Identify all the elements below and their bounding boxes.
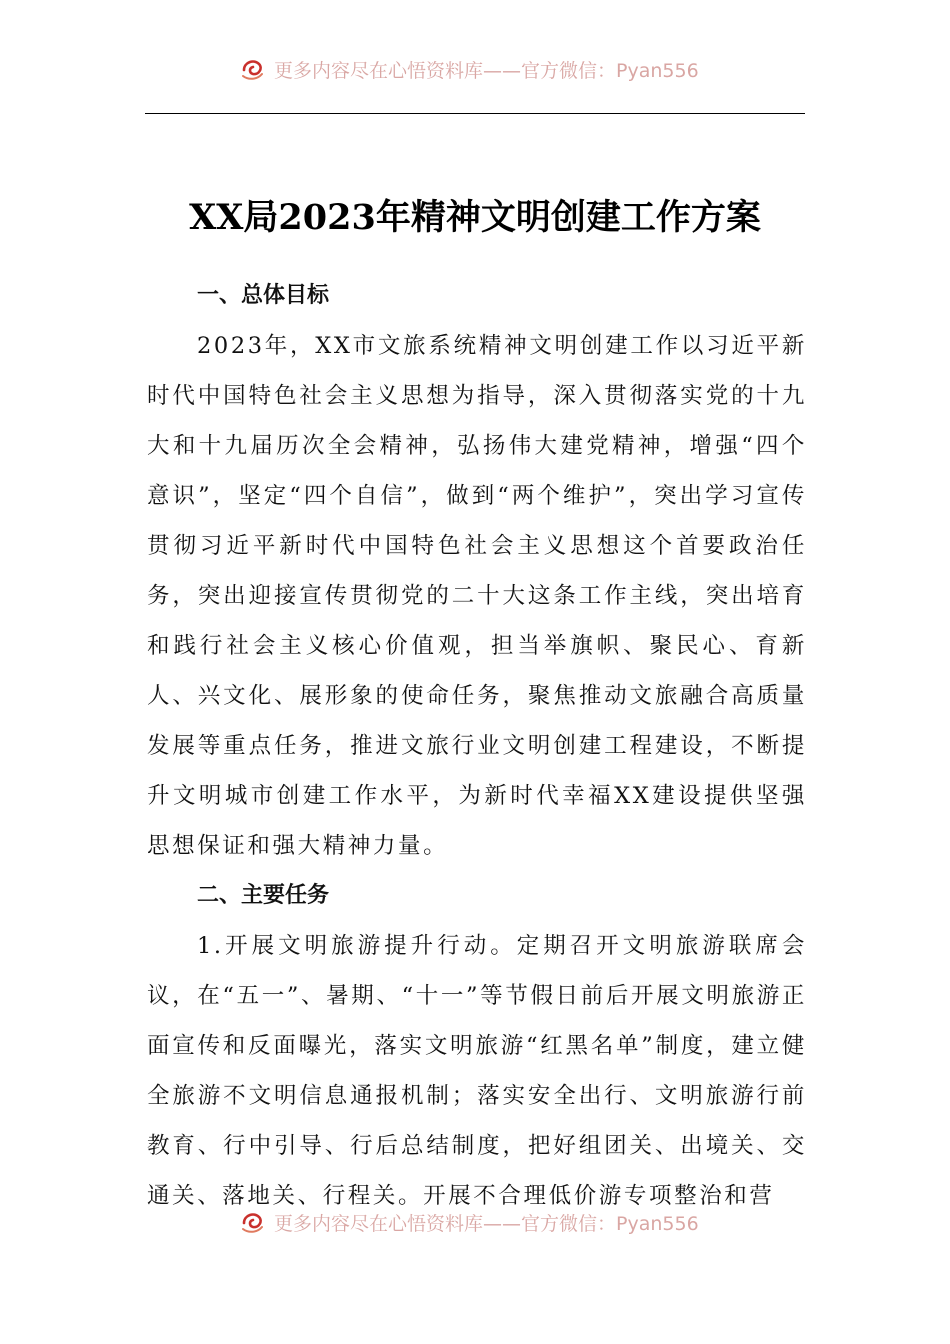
watermark-text: 更多内容尽在心悟资料库——官方微信：Pyan556: [274, 1212, 699, 1235]
document-title: XX局2023年精神文明创建工作方案: [189, 197, 761, 239]
section-heading-overall-goal: 一、总体目标: [197, 283, 330, 308]
section-paragraph-overall-goal: 2023年，XX市文旅系统精神文明创建工作以习近平新时代中国特色社会主义思想为指导，深入贯彻落实党的十九大和十九届历次全会精神，弘扬伟大建党精神，增强“四个意识”，坚定“四个自信”，做到“两个维护”，突出学习宣传贯彻习近平新时代中国特色社会主义思想这个首要政治任务，突出迎接宣传贯彻党的二十大这条工作主线，突出培育和践行社会主义核心价值观，担当举旗帜、聚民心、育新人、兴文化、展形象的使命任务，聚焦推动文旅融合高质量发展等重点任务，推进文旅行业文明创建工程建设，不断提升文明城市创建工作水平，为新时代幸福XX建设提供坚强思想保证和强大精神力量。: [147, 333, 807, 859]
watermark-text: 更多内容尽在心悟资料库——官方微信：Pyan556: [274, 59, 699, 82]
header-watermark: [240, 54, 720, 84]
swirl-logo-icon: [240, 1209, 266, 1235]
document-body: [147, 271, 807, 1221]
section-heading-main-tasks: 二、主要任务: [197, 883, 330, 908]
swirl-logo-icon: [240, 56, 266, 82]
section-paragraph-main-tasks: 1.开展文明旅游提升行动。定期召开文明旅游联席会议，在“五一”、暑期、“十一”等节假日前后开展文明旅游正面宣传和反面曝光，落实文明旅游“红黑名单”制度，建立健全旅游不文明信息通报机制；落实安全出行、文明旅游行前教育、行中引导、行后总结制度，把好组团关、出境关、交通关、落地关、行程关。开展不合理低价游专项整治和营: [147, 933, 807, 1209]
footer-watermark: [240, 1207, 720, 1237]
header-divider: [145, 113, 805, 114]
